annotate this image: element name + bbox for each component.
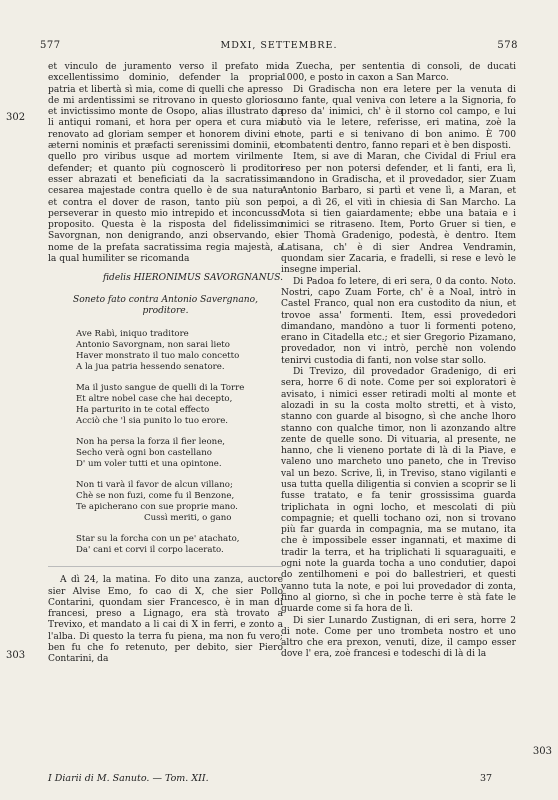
paragraph: A dì 24, la matina. Fo dito una zanza, auctore sier Alvise Emo, fo cao di X, che sier Pollo Contarini, quondam sier Francesco, è in man di francesi, preso a Lignago, era stà trovato a Trevixo, et mandato a li cai di X in ferri, e zonto a l'alba. Di questo la terra fu piena, ma non fu vero; ben fu che fo retenuto, per debito, sier Piero Contarini, da: [48, 575, 283, 665]
margin-number: 302: [6, 112, 26, 123]
poem-line: Et altre nobel case che hai decepto,: [76, 394, 233, 405]
poem-line: Ha parturito in te cotal effecto: [76, 405, 210, 416]
paragraph: Di Trevizo, dil provedador Gradenigo, di eri sera, horre 6 di note. Come per soi exploratori è avisato, i nimici esser retiradi molti al monte et alozadi in su la costa molto stretti, et à visto, stanno con guarde al bisogno, sì che anche lhoro stanno con qualche timor, non li azonzando altre zente de quelle sono. Di vituaria, al presente, ne hanno, che li vieneno portate di là di la Piave, e valeno uno marcheto uno paneto, che in Treviso val un bezo. Scrive, lì, in Treviso, stano vigilanti e usa tutta quella diligentia si convien a scoprir se li fusse tratato, e fa tenir grossissima guarda triplichata in ogni locho, et mescolati di più compagnie; et quelli tochano ozi, non si trovano più far guarda in compagnia, ma se mutano, ita che è impossibele esser ingannati, et maxime di tradir la terra, et ha triplichati li squaraguaiti, e ogni note la guarda tocha a uno condutier, dapoi do zentilhomeni e poi do ballestrieri, et questi vanno tuta la note, e poi lui provedador di zonta, fino al giorno, sì che in poche terre è stà fate le guarde come si fa hora de lì.: [281, 367, 516, 615]
poem-line: Te apicherano con sue proprie mano.: [76, 502, 238, 513]
poem-line: Ave Rabì, iniquo traditore: [76, 329, 189, 340]
left-column: [48, 62, 283, 666]
poem-line: D' um voler tutti et una opintone.: [76, 459, 222, 470]
poem-line: Chè se non fuzi, come fu il Benzone,: [76, 491, 235, 502]
stanza: [76, 329, 283, 373]
sonnet: [76, 329, 283, 556]
signature: fidelis HIERONIMUS SAVORGNANUS.: [102, 273, 283, 284]
margin-number: 303: [532, 746, 552, 757]
page-number-left: 577: [40, 40, 61, 51]
stanza: [76, 534, 283, 556]
poem-line: Haver monstrato il tuo malo concetto: [76, 351, 240, 362]
stanza: [76, 383, 283, 427]
sonnet-title-line: Soneto fato contra Antonio Savergnano,: [72, 294, 259, 305]
paragraph: Di Gradischa non era letere per la venuta di uno fante, qual veniva con letere a la Signoria, fo preso da' inimici, ch' è il storno col campo, e lui butò via le letere, referisse, eri matina, zoè la note, parti e si tenivano di bon animo. È 700 combatenti dentro, fanno repari et è ben disposti.: [281, 84, 516, 152]
poem-line: Cussì meriti, o gano: [144, 513, 232, 524]
poem-line: Secho verà ogni bon castellano: [76, 448, 212, 459]
paragraph: la Zuecha, per sententia di consoli, de ducati 1000, e posto in caxon a San Marco.: [281, 62, 516, 84]
sonnet-title: [48, 295, 283, 318]
poem-line: Antonio Savorgnam, non sarai lieto: [76, 340, 230, 351]
paragraph: Di Padoa fo letere, di eri sera, 0 da conto. Noto. Nostri, capo Zuam Forte, ch' è a Noal, intrò in Castel Franco, qual non era custodito da niun, et trovoe assa' formenti. Item, essi provededori dimandano, mandòno a tuor li formenti poteno, erano in Citadella etc.; et sier Gregorio Pizamano, provedador, non vi intrò, perchè non volendo tenirvi custodia di fanti, non volse star sollo.: [281, 276, 516, 366]
poem-line: Acciò che 'l sia punito lo tuo erore.: [76, 416, 229, 427]
poem-line: Non ti varà il favor de alcun villano;: [76, 480, 233, 491]
poem-line: Non ha persa la forza il fier leone,: [76, 437, 226, 448]
signature-mark: 37: [480, 773, 493, 784]
sonnet-title-line: proditore.: [142, 305, 189, 316]
paragraph: et vinculo de juramento verso il prefato mio excellentissimo dominio, defender la propria patria et libertà sì mia, come di quelli che apresso de mi ardentissimi se ritrovano in questo glorioso et invictissimo monte de Osopo, alias illustrato da li antiqui romani, et hora per opera et cura mia renovato ad gloriam semper et honorem divini et æterni nominis et præfacti serenissimi dominii, et quello pro viribus usque ad mortem virilmente defender; et quanto più cognoscerò li proditori esser abrazati et beneficiati da la sacratissima cesarea majestade contra quello è de sua natura et contra el dover de rason, tanto più son per perseverar in questo mio intrepido et inconcusso proposito. Questa è la risposta del fidelissimo Savorgnan, non denigrando, anzi observando, el nome de la prefata sacratissima regia majestà, a la qual humiliter se ricomanda: [48, 62, 283, 265]
stanza: [76, 480, 283, 524]
paragraph: Di sier Lunardo Zustignan, di eri sera, horre 2 di note. Come per uno trombeta nostro et uno altro che era prexon, venuti, dize, il campo esser dove l' era, zoè francesi e todeschi di là di la: [281, 615, 516, 660]
divider: [48, 566, 283, 567]
paragraph: Item, si ave di Maran, che Cividal di Friul era reso per non potersi defender, et li fanti, era lì, andono in Gradischa, et il provedador, sier Zuam Antonio Barbaro, si partì et vene lì, a Maran, et poi, a dì 26, el vitì in chiesia di San Marcho. La Mota si tien gaiardamente; ebbe una bataia e i nimici se ritraseno. Item, Porto Gruer si tien, e sier Thomà Gradenigo, podestà, è dentro. Item Latisana, ch' è di sier Andrea Vendramin, quondam sier Zacaria, e fradelli, si rese e levò le insegne imperial.: [281, 152, 516, 276]
footer-title: I Diarii di M. Sanuto. — Tom. XII.: [48, 773, 209, 784]
poem-line: Da' cani et corvi il corpo lacerato.: [76, 545, 224, 556]
running-title: MDXI, SETTEMBRE.: [220, 40, 338, 51]
poem-line: A la jua patria hessendo senatore.: [76, 362, 225, 373]
poem-line: Ma il justo sangue de quelli di la Torre: [76, 383, 245, 394]
right-column: [281, 62, 516, 661]
stanza: [76, 437, 283, 470]
poem-line: Star su la forcha con un pe' atachato,: [76, 534, 240, 545]
page-number-right: 578: [497, 40, 518, 51]
margin-number: 303: [6, 650, 26, 661]
